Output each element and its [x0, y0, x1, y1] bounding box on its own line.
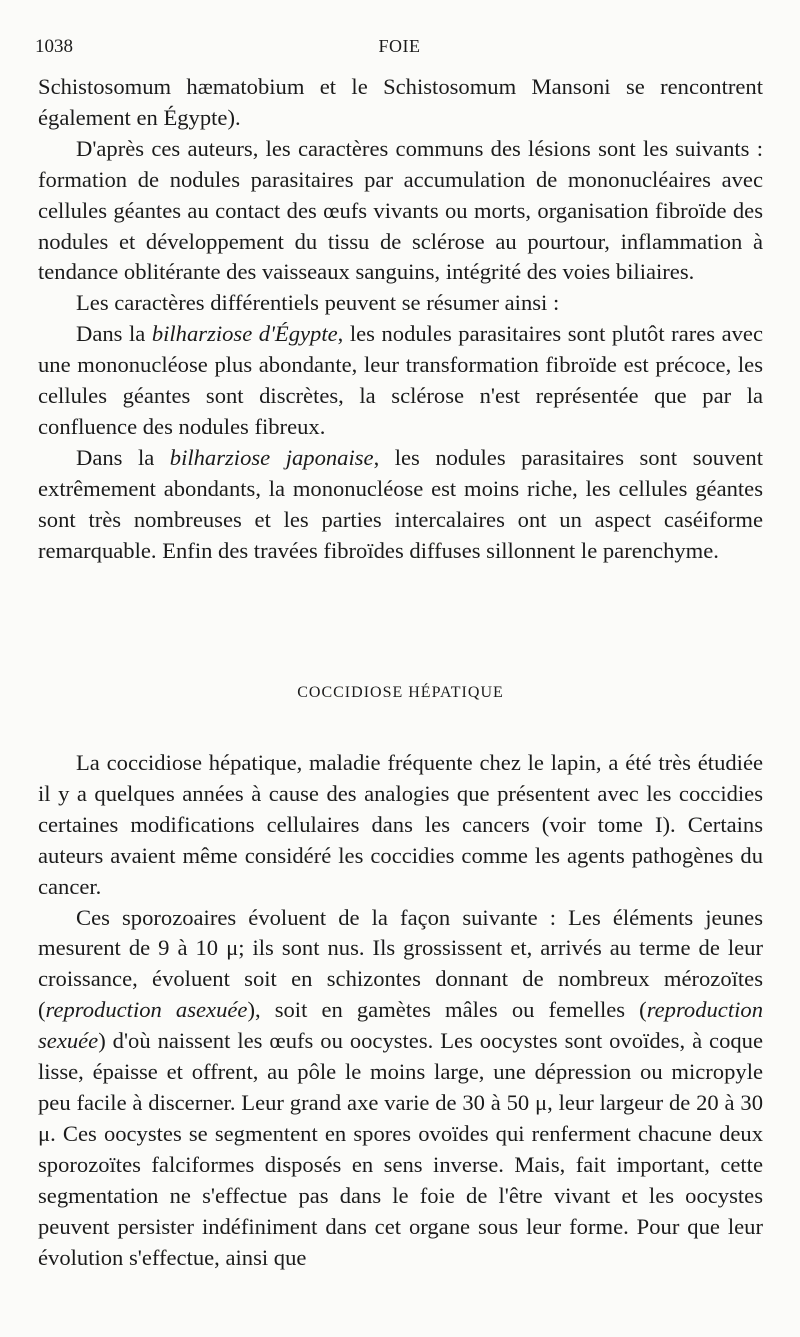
italic-term: bilharziose japonaise	[169, 444, 374, 470]
text-run: Ces sporozoaires évoluent de la façon suivante : Les éléments jeunes mesurent de 9 à 10 μ; ils sont nus. Ils grossissent et, arrivés au terme de leur croissance, évoluent soit en schizontes donnant de nombreux mérozoïtes (	[38, 904, 763, 1023]
text-run: Dans la	[76, 444, 170, 470]
paragraph-common-characters: D'après ces auteurs, les caractères communs des lésions sont les suivants : formation de nodules parasitaires par accumulation de mononucléaires avec cellules géantes au contact des œufs vivants ou morts, organisation fibroïde des nodules et développement du tissu de sclérose au pourtour, inflammation à tendance oblitérante des vaisseaux sanguins, intégrité des voies biliaires.	[38, 135, 763, 285]
paragraph-differential-intro: Les caractères différentiels peuvent se résumer ainsi :	[76, 290, 560, 316]
paragraph-continuation: Schistosomum hæmatobium et le Schistosomum Mansoni se rencontrent également en Égypte).	[38, 74, 763, 130]
paragraph-coccidiose-intro: La coccidiose hépatique, maladie fréquente chez le lapin, a été très étudiée il y a quelques années à cause des analogies que présentent avec les coccidies certaines modifications cellulaires dans les cancers (voir tome I). Certains auteurs avaient même considéré les coccidies comme les agents pathogènes du cancer.	[38, 750, 763, 899]
text-run: , les nodules parasitaires sont souvent extrêmement abondants, la mononucléose est moins riche, les cellules géantes sont très nombreuses et les parties intercalaires ont un aspect caséiforme remarquable. Enfin des travées fibroïdes diffuses sillonnent le parenchyme.	[38, 444, 763, 563]
italic-term: reproduction sexuée	[38, 997, 763, 1054]
section-heading: COCCIDIOSE HÉPATIQUE	[297, 684, 504, 701]
text-block-coccidiose	[38, 748, 763, 1273]
paragraph-bilharziose-egypte	[38, 319, 763, 443]
paragraph-sporozoaires	[38, 903, 763, 1274]
running-title: FOIE	[378, 36, 421, 56]
text-run: , les nodules parasitaires sont plutôt rares avec une mononucléose plus abondante, leur transformation fibroïde est précoce, les cellules géantes sont discrètes, la sclérose n'est représentée que par la confluence des nodules fibreux.	[38, 321, 763, 439]
page-header	[35, 30, 764, 64]
italic-term: bilharziose d'Égypte	[151, 321, 338, 347]
italic-term: reproduction asexuée	[45, 997, 248, 1023]
page-number: 1038	[35, 36, 73, 57]
text-run: ), soit en gamètes mâles ou femelles (	[247, 997, 647, 1023]
text-run: Dans la	[76, 321, 152, 347]
text-run: ) d'où naissent les œufs ou oocystes. Les oocystes sont ovoïdes, à coque lisse, épaisse et offrent, au pôle le moins large, une dépression ou micropyle peu facile à discerner. Leur grand axe varie de 30 à 50 μ, leur largeur de 20 à 30 μ. Ces oocystes se segmentent en spores ovoïdes qui renferment chacune deux sporozoïtes falciformes disposés en sens inverse. Mais, fait important, cette segmentation ne s'effectue pas dans le foie de l'être vivant et les oocystes peuvent persister indéfiniment dans cet organe sous leur forme. Pour que leur évolution s'effectue, ainsi que	[38, 1028, 763, 1270]
text-block-bilharziose	[38, 72, 763, 567]
paragraph-bilharziose-japonaise	[38, 443, 763, 567]
